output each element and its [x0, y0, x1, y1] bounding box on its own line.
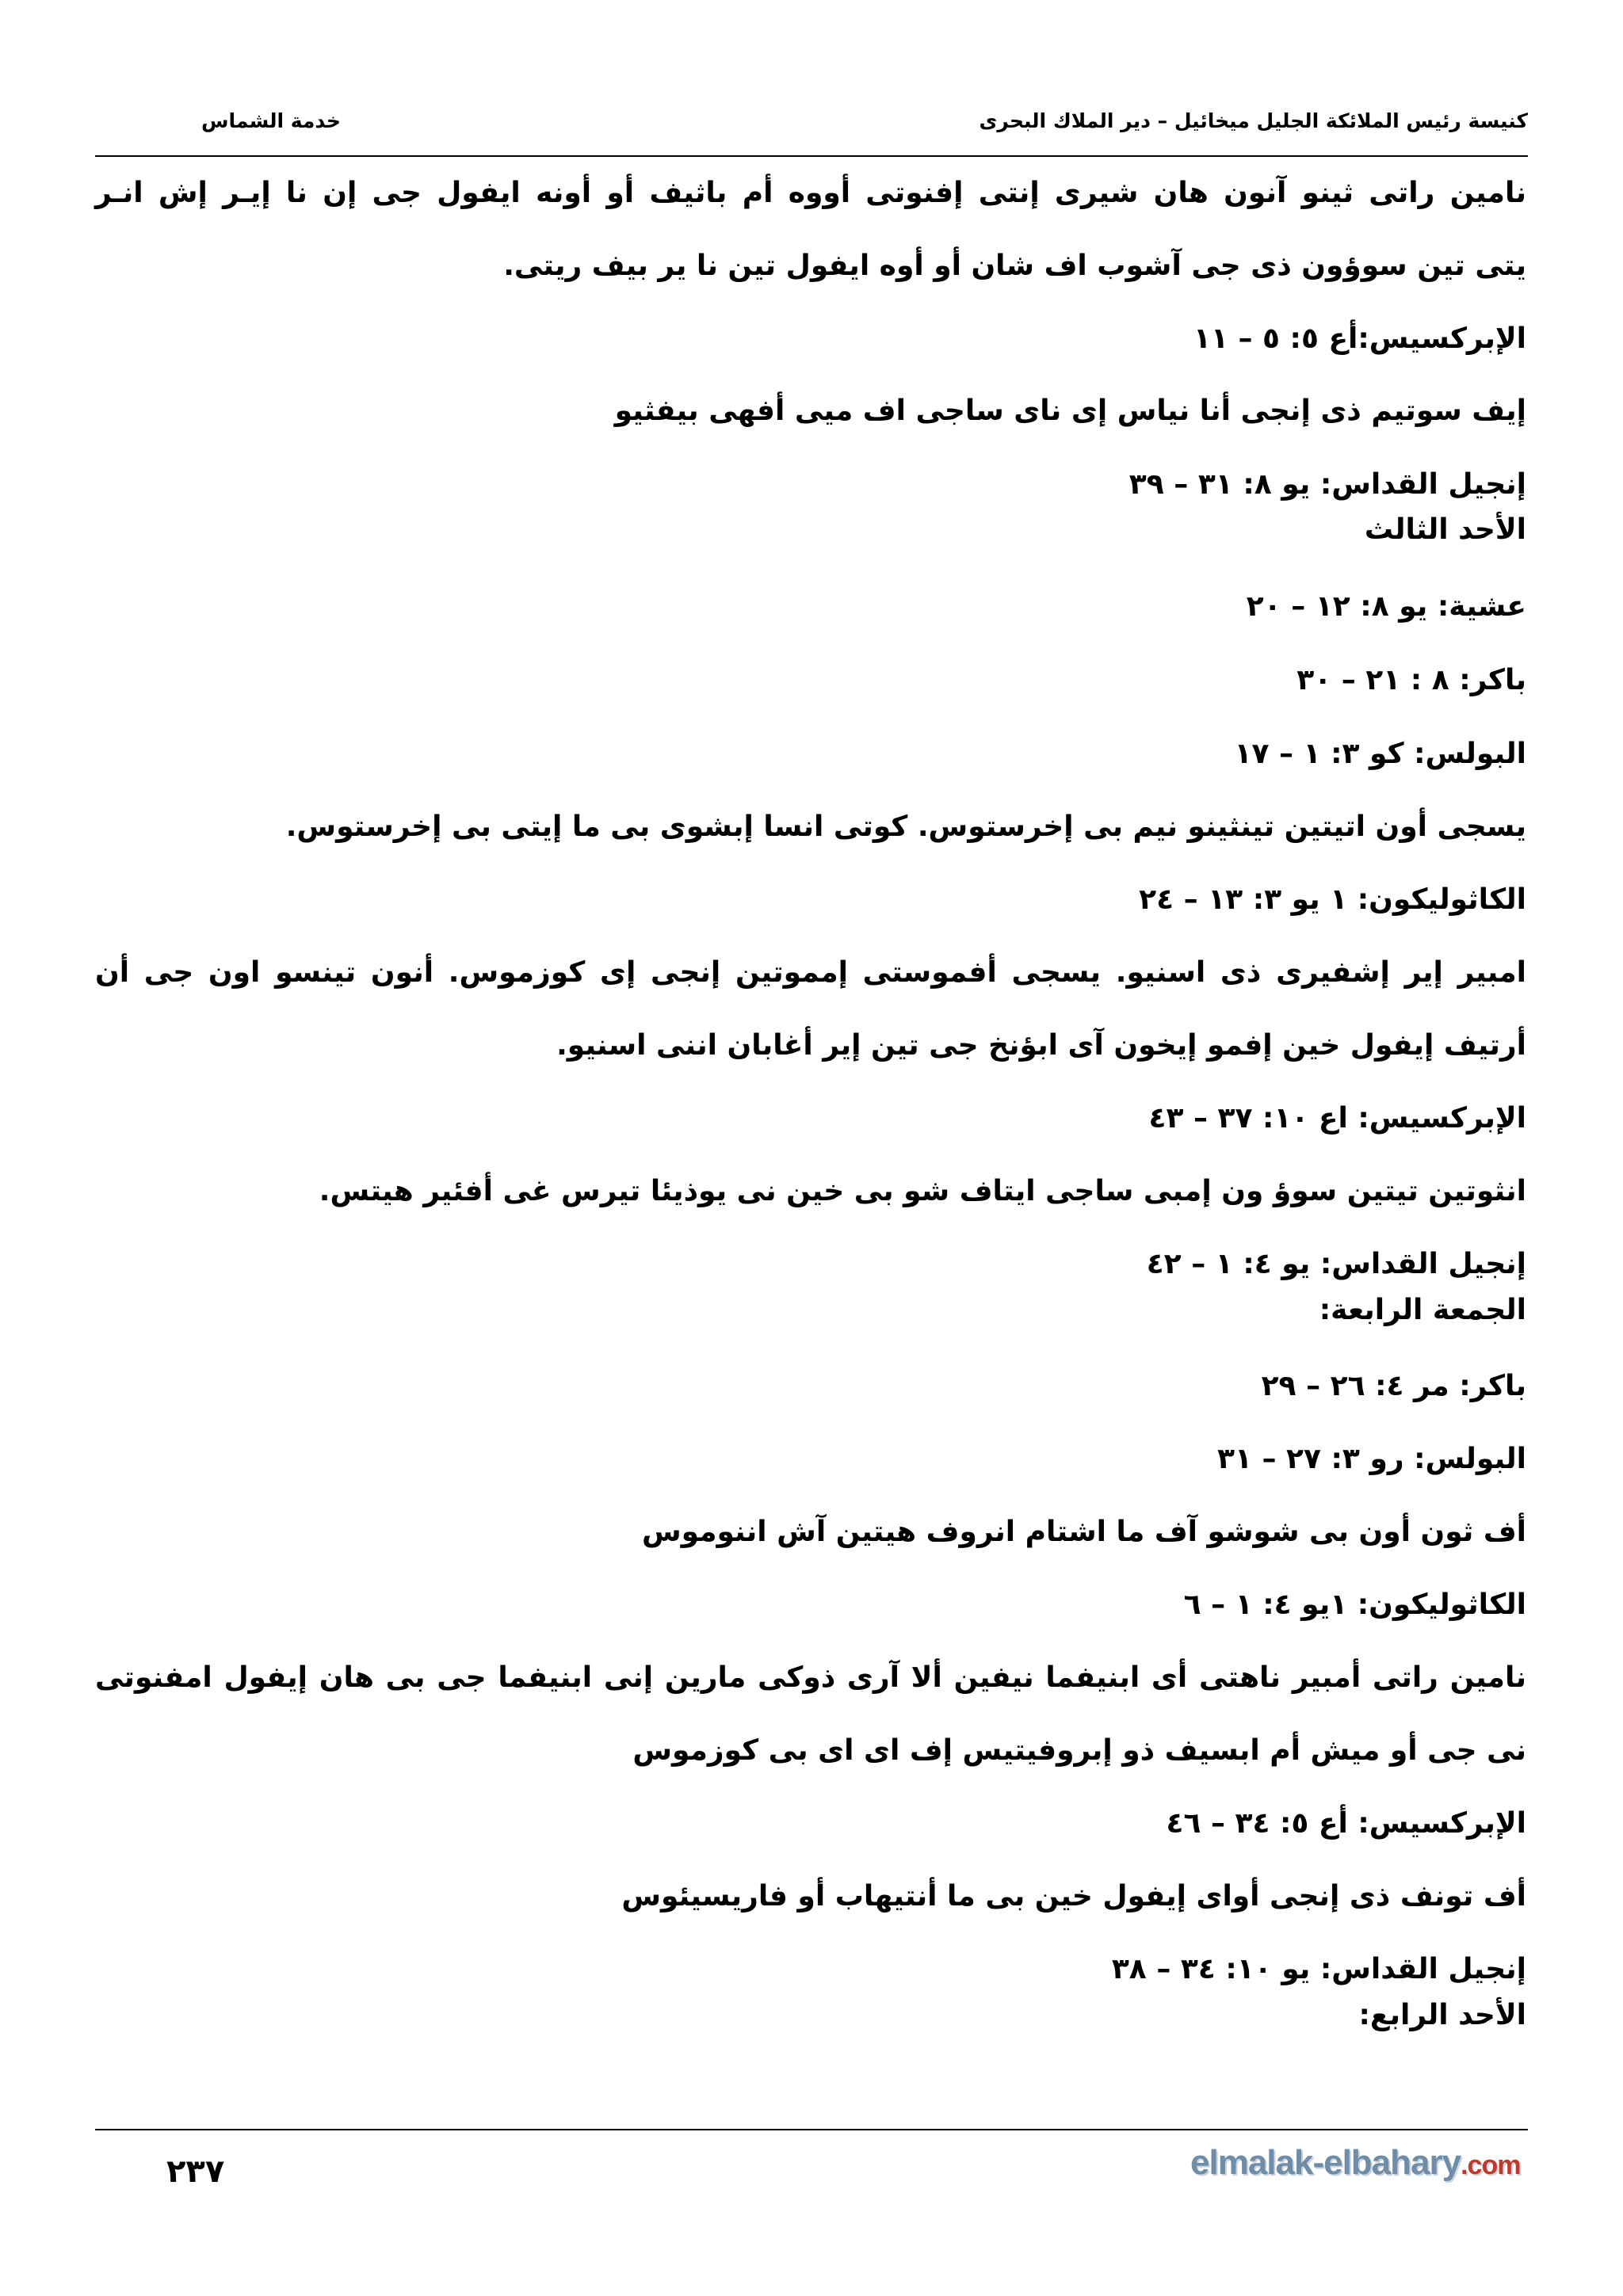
reading-reference: عشية: يو ٨: ١٢ – ٢٠	[1246, 590, 1526, 623]
reading-reference: الإبركسيس: أع ٥: ٣٤ – ٤٦	[1166, 1807, 1526, 1840]
church-title: كنيسة رئيس الملائكة الجليل ميخائيل – دير الملاك البحرى	[979, 109, 1528, 132]
reading-reference: البولس: كو ٣: ١ – ١٧	[1234, 738, 1526, 770]
text-line: يسجى أون اتيتين تينثينو نيم بى إخرستوس. كوتى انسا إبشوى بى ما إيتى بى إخرستوس.	[285, 810, 1526, 843]
reading-reference: إنجيل القداس: يو ٤: ١ – ٤٢	[1146, 1248, 1526, 1280]
text-line: نامين راتى ثينو آنون هان شيرى إنتى إفنوتى أووه أم باثيف أو أونه ايفول جى إن نا إيـر إش انـر	[95, 177, 1526, 209]
footer-divider	[95, 2129, 1528, 2130]
section-heading: الأحد الرابع:	[1358, 1999, 1526, 2031]
text-line: انثوتين تيتين سوؤ ون إمبى ساجى ايتاف شو بى خين نى يوذيئا تيرس غى أفئير هيتس.	[319, 1175, 1526, 1207]
reading-reference: إنجيل القداس: يو ١٠: ٣٤ – ٣٨	[1111, 1953, 1526, 1985]
reading-reference: الكاثوليكون: ١ يو ٣: ١٣ – ٢٤	[1139, 883, 1526, 916]
section-heading: الجمعة الرابعة:	[1319, 1294, 1526, 1326]
text-line: أرتيف إيفول خين إفمو إيخون آى ابؤنخ جى تين إير أغابان اننى اسنيو.	[556, 1029, 1526, 1062]
reading-reference: باكر: مر ٤: ٢٦ – ٢٩	[1261, 1370, 1526, 1402]
text-line: أف تونف ذى إنجى أواى إيفول خين بى ما أنتيهاب أو فاريسيئوس	[621, 1880, 1526, 1913]
reading-reference: باكر: ٨ : ٢١ – ٣٠	[1296, 664, 1526, 696]
text-line: امبير إير إشفيرى ذى اسنيو. يسجى أفموستى إمموتين إنجى إى كوزموس. أنون تينسو اون جى أن	[95, 956, 1526, 989]
page-number: ٢٣٧	[166, 2153, 225, 2190]
text-line: نامين راتى أمبير ناهتى أى ابنيفما نيفين ألا آرى ذوكى مارين إنى ابنيفما جى بى هان إيفول امفنوتى	[95, 1661, 1526, 1694]
reading-reference: الإبركسيس: اع ١٠: ٣٧ – ٤٣	[1148, 1102, 1526, 1135]
logo-text: elmalak-elbahary	[1190, 2143, 1461, 2182]
site-logo	[1190, 2143, 1520, 2183]
header-divider	[95, 155, 1528, 157]
reading-reference: إنجيل القداس: يو ٨: ٣١ – ٣٩	[1128, 468, 1526, 501]
reading-reference: الكاثوليكون: ١يو ٤: ١ – ٦	[1183, 1589, 1526, 1621]
logo-tld: .com	[1461, 2150, 1521, 2180]
reading-reference: الإبركسيس:أع ٥: ٥ – ١١	[1193, 322, 1526, 355]
section-title: خدمة الشماس	[201, 109, 341, 132]
text-line: نى جى أو ميش أم ابسيف ذو إبروفيتيس إف اى اى بى كوزموس	[632, 1734, 1526, 1767]
text-line: يتى تين سوؤون ذى جى آشوب اف شان أو أوه ايفول تين نا ير بيف ريتى.	[503, 250, 1526, 282]
text-line: أف ثون أون بى شوشو آف ما اشتام انروف هيتين آش اننوموس	[641, 1516, 1526, 1548]
text-line: إيف سوتيم ذى إنجى أنا نياس إى ناى ساجى اف ميى أفهى بيفثيو	[614, 395, 1526, 427]
page-header	[95, 109, 1528, 144]
reading-reference: البولس: رو ٣: ٢٧ – ٣١	[1217, 1443, 1526, 1475]
section-heading: الأحد الثالث	[1364, 513, 1526, 546]
